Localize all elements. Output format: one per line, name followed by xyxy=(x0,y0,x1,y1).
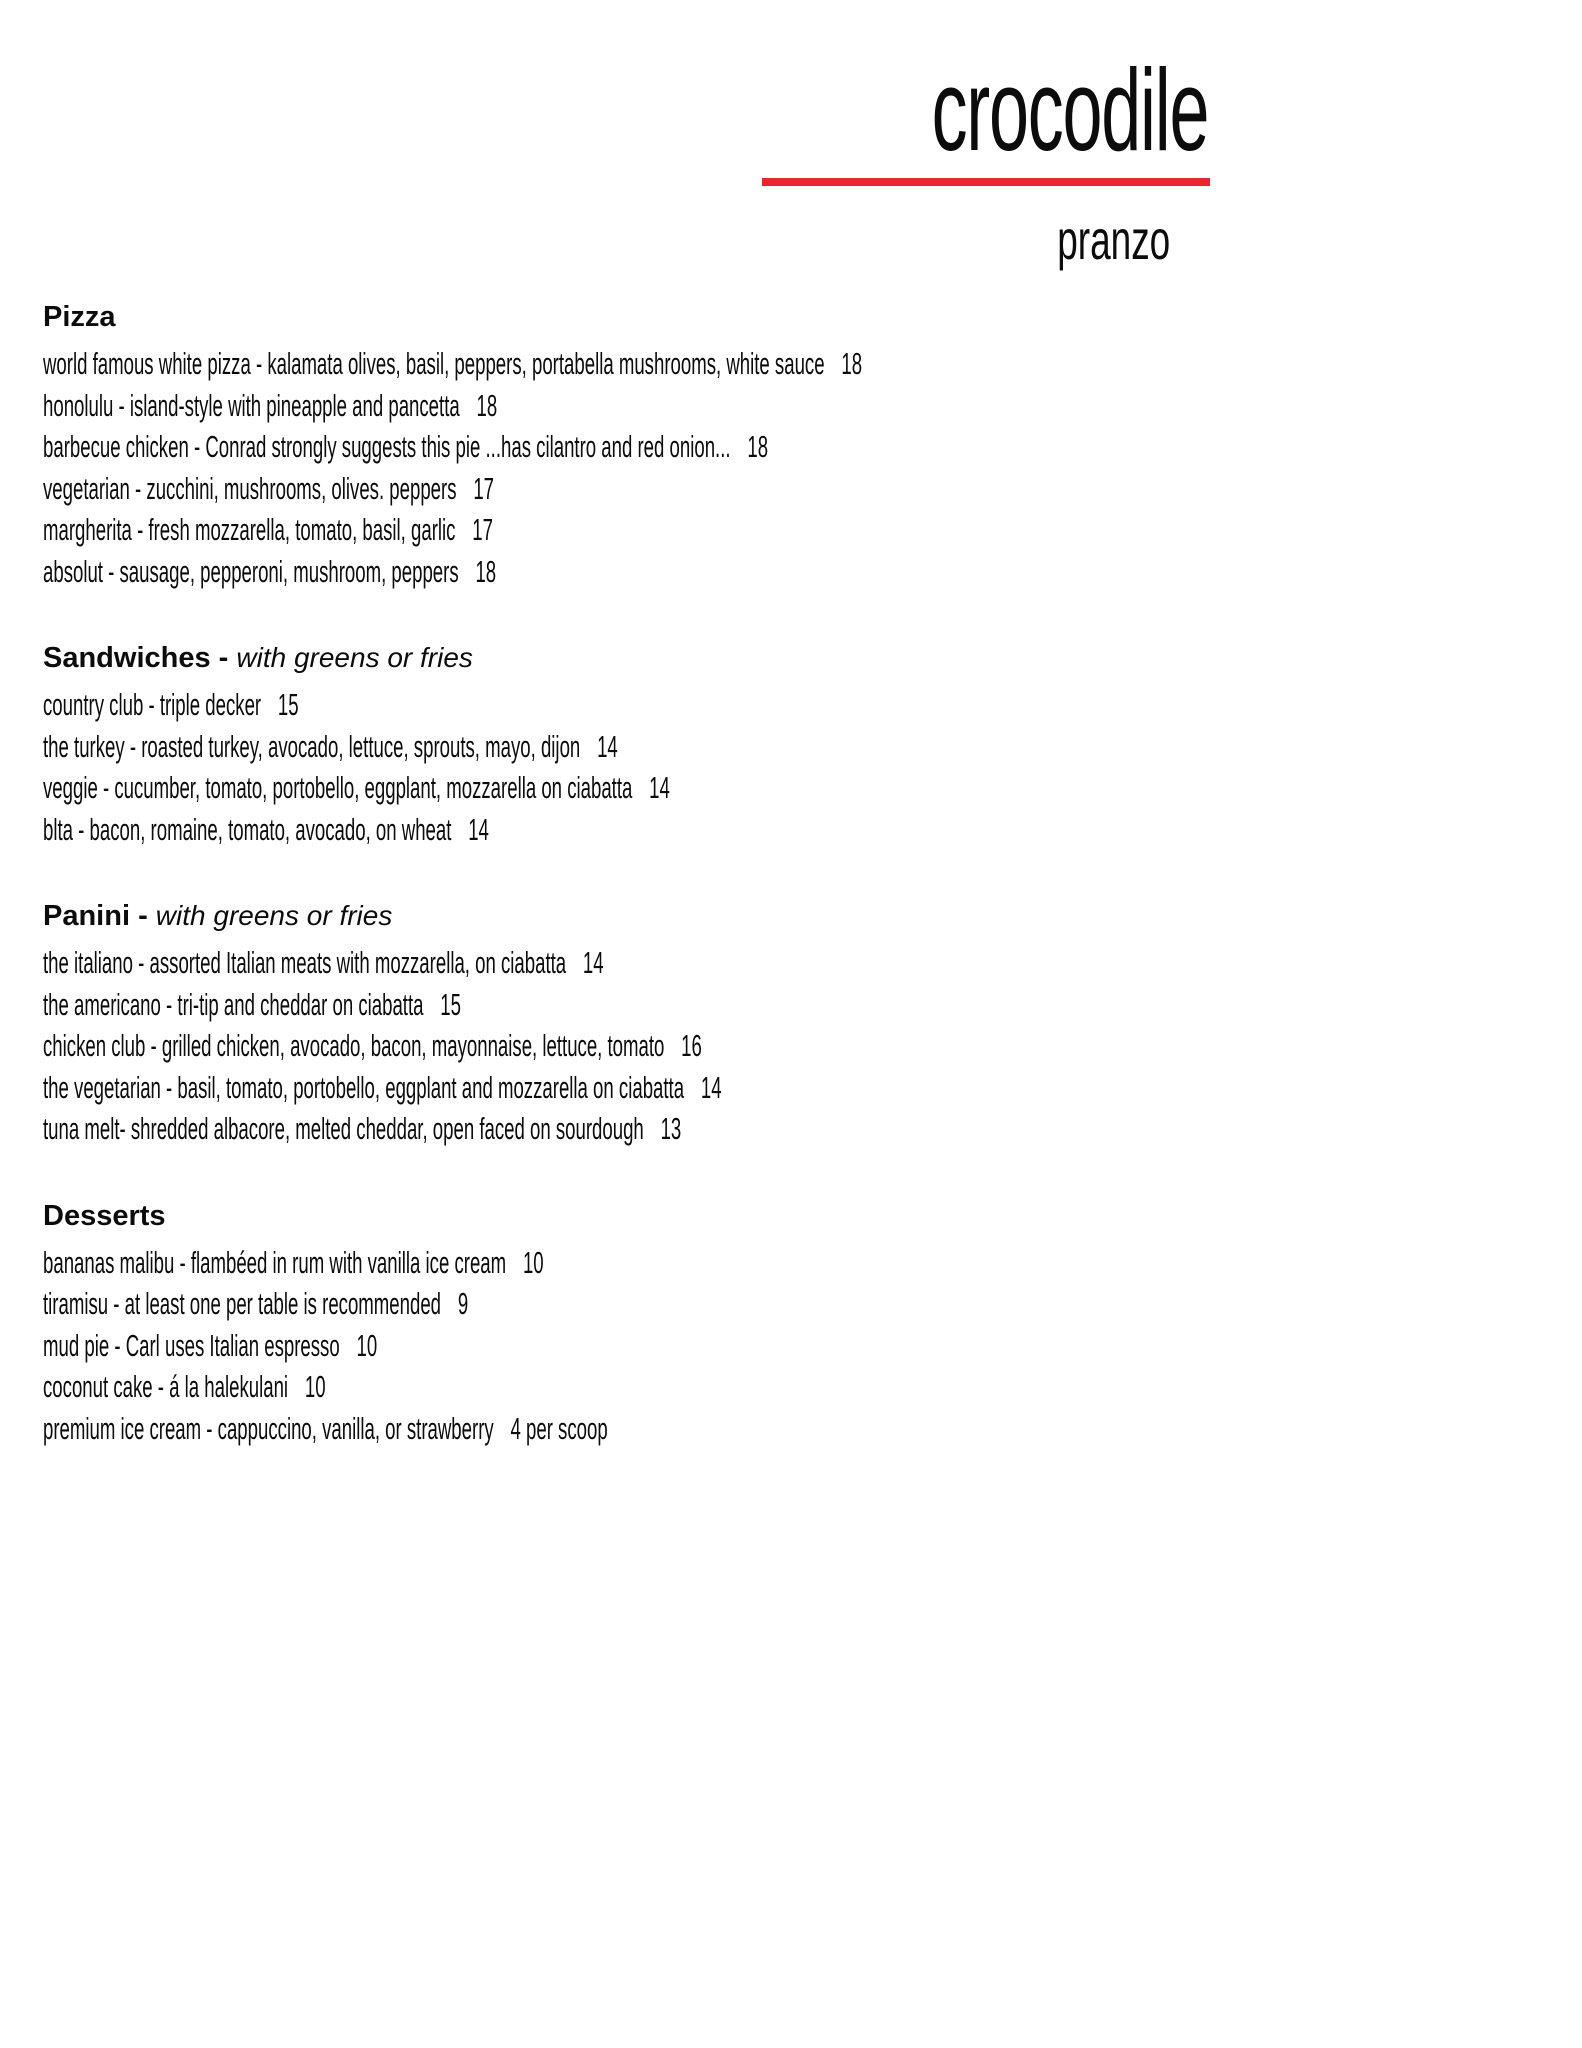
header xyxy=(762,45,1210,271)
item-price: 14 xyxy=(468,811,489,847)
item-price: 14 xyxy=(649,770,670,805)
subtitle-text: pranzo xyxy=(1056,208,1170,271)
section-sandwiches xyxy=(43,641,1542,850)
menu-item xyxy=(43,809,942,851)
menu-item xyxy=(43,509,942,551)
item-price: 13 xyxy=(660,1111,682,1146)
menu-item xyxy=(43,1242,942,1284)
section-title: Sandwiches - xyxy=(43,642,229,674)
menu-item xyxy=(43,1067,942,1109)
item-text: the americano - tri-tip and cheddar on ciabatta xyxy=(43,986,424,1022)
menu-item xyxy=(43,551,942,593)
menu-item xyxy=(43,726,942,768)
item-price: 10 xyxy=(522,1244,544,1280)
item-text: chicken club - grilled chicken, avocado, bacon, mayonnaise, lettuce, tomato xyxy=(43,1028,665,1063)
item-text: coconut cake - á la halekulani xyxy=(43,1369,289,1404)
item-price: 18 xyxy=(841,346,863,381)
item-price: 18 xyxy=(475,553,497,589)
section-heading xyxy=(43,300,1542,334)
menu-item xyxy=(43,767,942,809)
item-price: 14 xyxy=(597,728,618,764)
brand-text: crocodile xyxy=(931,45,1209,175)
section-note: with greens or fries xyxy=(155,900,393,931)
item-price: 17 xyxy=(473,470,495,506)
menu-item xyxy=(43,1366,942,1408)
item-text: tuna melt- shredded albacore, melted cheddar, open faced on sourdough xyxy=(43,1111,644,1146)
menu-item xyxy=(43,1283,942,1325)
item-text: tiramisu - at least one per table is recommended xyxy=(43,1286,442,1321)
section-heading xyxy=(43,899,1542,933)
item-text: the turkey - roasted turkey, avocado, lettuce, sprouts, mayo, dijon xyxy=(43,728,581,764)
menu xyxy=(43,300,1542,1498)
item-price: 10 xyxy=(356,1327,378,1363)
item-text: absolut - sausage, pepperoni, mushroom, peppers xyxy=(43,553,459,589)
accent-rule xyxy=(762,178,1210,186)
item-price: 9 xyxy=(457,1286,469,1321)
menu-item xyxy=(43,343,942,385)
item-price: 15 xyxy=(277,687,299,722)
item-text: margherita - fresh mozzarella, tomato, basil, garlic xyxy=(43,512,456,547)
menu-item xyxy=(43,468,942,510)
item-price: 16 xyxy=(681,1028,702,1063)
item-text: bananas malibu - flambéed in rum with vanilla ice cream xyxy=(43,1244,507,1280)
item-text: honolulu - island-style with pineapple and pancetta xyxy=(43,387,460,423)
item-price: 10 xyxy=(304,1369,326,1404)
item-text: mud pie - Carl uses Italian espresso xyxy=(43,1327,340,1363)
item-price: 18 xyxy=(747,429,769,464)
section-heading xyxy=(43,641,1542,675)
menu-item xyxy=(43,1408,942,1450)
item-text: veggie - cucumber, tomato, portobello, eggplant, mozzarella on ciabatta xyxy=(43,770,633,805)
item-text: vegetarian - zucchini, mushrooms, olives. peppers xyxy=(43,470,457,506)
item-price: 15 xyxy=(440,986,461,1022)
section-note: with greens or fries xyxy=(236,642,473,673)
section-heading xyxy=(43,1199,1542,1233)
item-text: world famous white pizza - kalamata olives, basil, peppers, portabella mushrooms, white sauce xyxy=(43,346,825,381)
menu-item xyxy=(43,1325,942,1367)
item-text: the vegetarian - basil, tomato, portobello, eggplant and mozzarella on ciabatta xyxy=(43,1069,685,1105)
section-title: Desserts xyxy=(43,1199,166,1232)
section-title: Panini - xyxy=(43,900,148,932)
menu-item xyxy=(43,385,942,427)
section-title: Pizza xyxy=(43,301,116,333)
item-text: blta - bacon, romaine, tomato, avocado, on wheat xyxy=(43,811,452,847)
section-panini xyxy=(43,899,1542,1150)
item-text: country club - triple decker xyxy=(43,687,262,722)
item-text: barbecue chicken - Conrad strongly suggests this pie ...has cilantro and red onion... xyxy=(43,429,731,464)
menu-item xyxy=(43,426,942,468)
menu-item xyxy=(43,1108,942,1150)
item-price: 4 per scoop xyxy=(510,1410,608,1446)
menu-item xyxy=(43,684,942,726)
item-text: premium ice cream - cappuccino, vanilla, or strawberry xyxy=(43,1410,494,1446)
item-price: 17 xyxy=(472,512,493,547)
item-text: the italiano - assorted Italian meats with mozzarella, on ciabatta xyxy=(43,945,567,980)
menu-item xyxy=(43,1025,942,1067)
section-desserts xyxy=(43,1199,1542,1450)
menu-item xyxy=(43,942,942,984)
section-pizza xyxy=(43,300,1542,592)
item-price: 14 xyxy=(582,945,604,980)
item-price: 18 xyxy=(476,387,498,423)
menu-item xyxy=(43,984,942,1026)
item-price: 14 xyxy=(700,1069,722,1105)
